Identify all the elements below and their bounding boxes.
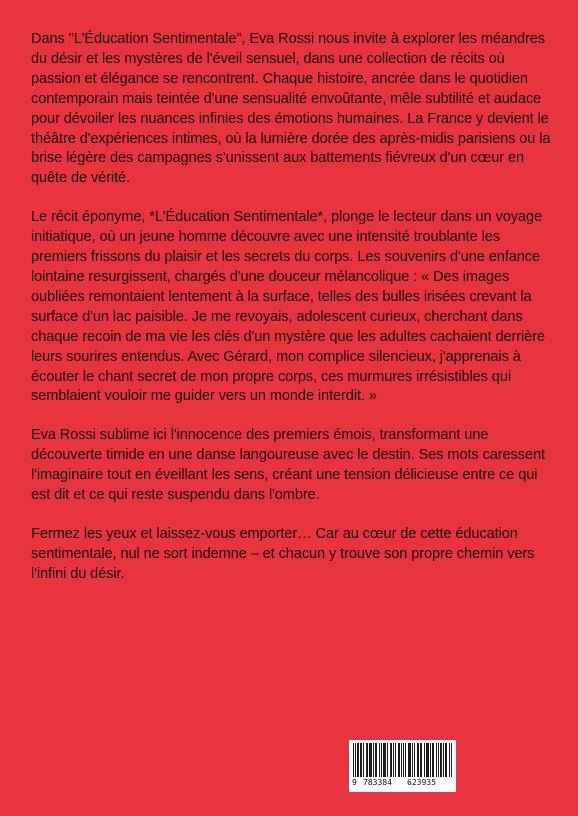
barcode-bar: [446, 743, 447, 777]
barcode-bar: [393, 743, 394, 777]
barcode-bar: [440, 743, 441, 777]
barcode-bar: [426, 743, 427, 777]
barcode-bar: [395, 743, 396, 777]
barcode-bar: [443, 743, 444, 777]
barcode-bar: [373, 743, 374, 777]
barcode-bars: [353, 743, 452, 777]
barcode-bar: [408, 743, 409, 777]
barcode-bar: [414, 743, 415, 777]
barcode-bar: [441, 743, 442, 777]
barcode-bar: [399, 743, 400, 777]
barcode-bar: [398, 743, 399, 777]
barcode-bar: [355, 743, 356, 777]
barcode-first-digit: 9: [352, 778, 357, 787]
barcode-bar: [432, 743, 433, 777]
barcode-bar: [366, 743, 367, 777]
barcode-bar: [360, 743, 361, 777]
barcode-bar: [418, 743, 419, 777]
barcode-bar: [405, 743, 406, 777]
barcode-bar: [371, 743, 372, 777]
barcode-bar: [357, 743, 358, 777]
barcode-bar: [409, 743, 410, 777]
barcode-bar: [420, 743, 421, 777]
barcode-bar: [391, 743, 392, 777]
barcode-bar: [417, 743, 418, 777]
isbn-barcode: [349, 740, 456, 792]
barcode-bar: [369, 743, 370, 777]
barcode-bar: [367, 743, 368, 777]
blurb-paragraph-3: Eva Rossi sublime ici l'innocence des premiers émois, transformant une découverte timide en une danse langoureuse avec le destin. Ses mots caressent l'imaginaire tout en éveillant les sens, créant une tension délicieuse entre ce qui est dit et ce qui reste suspendu dans l'ombre.: [31, 427, 545, 504]
barcode-bar: [361, 743, 362, 777]
barcode-bar: [445, 743, 446, 777]
barcode-bar: [383, 743, 384, 777]
barcode-bar: [353, 743, 354, 777]
blurb-paragraph-4: Fermez les yeux et laissez-vous emporter… Car au cœur de cette éducation sentimentale, nul ne sort indemne – et chacun y trouve son propre chemin vers l'infini du désir.: [31, 525, 535, 582]
barcode-bar: [403, 743, 404, 777]
barcode-bar: [376, 743, 377, 777]
barcode-bar: [363, 743, 364, 777]
barcode-bar: [412, 743, 413, 777]
barcode-bar: [358, 743, 359, 777]
barcode-right-group: 623935: [407, 778, 436, 787]
barcode-digits: [349, 778, 456, 790]
blurb-paragraph-1: Dans "L'Éducation Sentimentale", Eva Rossi nous invite à explorer les méandres du désir et les mystères de l'éveil sensuel, dans une collection de récits où passion et élégance se rencontrent. Chaque histoire, ancrée dans le quotidien contemporain mais teintée d'une sensualité envoûtante, mêle subtilité et audace pour dévoiler les nuances infinies des émotions humaines. La France y devient le théâtre d'expériences intimes, où la lumière dorée des après-midis parisiens ou la brise légère des campagnes s'unissent aux battements fiévreux d'un cœur en quête de vérité.: [31, 31, 551, 187]
barcode-bar: [384, 743, 385, 777]
barcode-bar: [390, 743, 391, 777]
blurb-paragraph-2: Le récit éponyme, *L'Éducation Sentimentale*, plonge le lecteur dans un voyage initiatique, où un jeune homme découvre avec une intensité troublante les premiers frissons du plaisir et les secrets du corps. Les souvenirs d'une enfance lointaine resurgissent, chargés d'une douceur mélancolique : « Des images oubliées remontaient lentement à la surface, telles des bulles irisées crevant la surface d'un lac paisible. Je me revoyais, adolescent curieux, cherchant dans chaque recoin de ma vie les clés d'un mystère que les adultes cachaient derrière leurs sourires entendus. Avec Gérard, mon complice silencieux, j'apprenais à écouter le chant secret de mon propre corps, ces murmures irrésistibles qui semblaient vouloir me guider vers un monde interdit. »: [31, 209, 545, 405]
barcode-bar: [401, 743, 402, 777]
barcode-bar: [381, 743, 382, 777]
blurb-text: [31, 30, 551, 604]
barcode-bar: [430, 743, 431, 777]
barcode-bar: [421, 743, 422, 777]
barcode-bar: [427, 743, 428, 777]
barcode-bar: [436, 743, 437, 777]
barcode-bar: [410, 743, 411, 777]
barcode-bar: [449, 743, 450, 777]
barcode-bar: [387, 743, 388, 777]
barcode-left-group: 783384: [363, 778, 392, 787]
barcode-bar: [433, 743, 434, 777]
barcode-bar: [375, 743, 376, 777]
barcode-bar: [424, 743, 425, 777]
barcode-bar: [451, 743, 452, 777]
barcode-bar: [385, 743, 386, 777]
barcode-bar: [438, 743, 439, 777]
barcode-bar: [379, 743, 380, 777]
barcode-bar: [428, 743, 429, 777]
barcode-bar: [370, 743, 371, 777]
